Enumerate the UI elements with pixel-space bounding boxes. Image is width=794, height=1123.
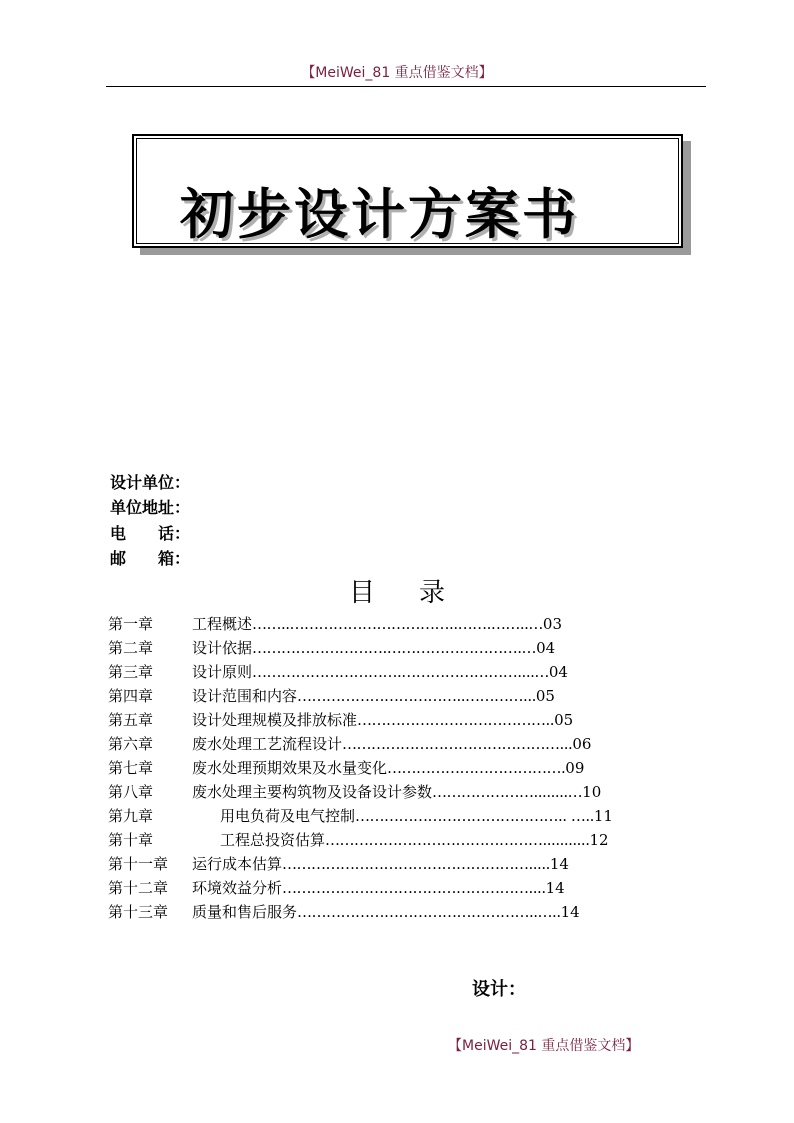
toc-title: 工程概述 (192, 615, 253, 633)
document-title: 初步设计方案书 (180, 183, 579, 246)
toc-leader: …………………………………….. ….. (355, 807, 594, 825)
toc-leader: ………………………….……………………....… (252, 663, 549, 681)
toc-title: 运行成本估算 (192, 855, 283, 873)
toc-leader: …………………………………………….... (282, 879, 546, 897)
toc-chapter: 第九章 (108, 807, 154, 825)
toc-chapter: 第十三章 (108, 903, 169, 921)
toc-page: 14 (549, 855, 569, 873)
toc-page: 03 (542, 615, 562, 633)
toc-chapter: 第十章 (108, 831, 154, 849)
toc-leader: ……………………………..…………... (297, 687, 536, 705)
toc-item[interactable] (108, 853, 569, 875)
toc-title: 废水处理预期效果及水量变化 (192, 759, 388, 777)
toc-heading-char-2: 录 (419, 578, 446, 608)
toc-title: 废水处理主要构筑物及设备设计参数 (192, 783, 433, 801)
toc-item[interactable] (108, 829, 609, 851)
toc-leader: ……………………………………………..... (282, 855, 550, 873)
toc-title: 环境效益分析 (192, 879, 283, 897)
toc-page: 12 (589, 831, 609, 849)
contact-label-email: 邮 箱： (110, 549, 191, 568)
contact-label-address: 单位地址： (110, 498, 191, 517)
design-label: 设计： (472, 979, 526, 1000)
toc-page: 06 (572, 735, 592, 753)
toc-leader: ……………………….……………………….… (252, 639, 537, 657)
toc-item[interactable] (108, 901, 580, 923)
toc-item[interactable] (108, 661, 568, 683)
toc-chapter: 第七章 (108, 759, 154, 777)
toc-page: 04 (548, 663, 568, 681)
toc-title: 设计原则 (192, 663, 253, 681)
header-watermark: 【MeiWei_81 重点借鉴文档】 (301, 65, 493, 81)
toc-item[interactable] (108, 733, 591, 755)
toc-page: 09 (565, 759, 585, 777)
toc-leader: ……..……………………………..…….……..… (252, 615, 543, 633)
toc-page: 04 (536, 639, 556, 657)
toc-chapter: 第一章 (108, 615, 154, 633)
toc-heading (0, 578, 794, 608)
toc-item[interactable] (108, 685, 555, 707)
toc-page: 05 (554, 711, 574, 729)
toc-chapter: 第五章 (108, 711, 154, 729)
toc-heading-char-1: 目 (348, 578, 375, 608)
toc-item[interactable] (108, 613, 562, 635)
toc-title: 设计处理规模及排放标准 (192, 711, 358, 729)
toc-page: 11 (593, 807, 613, 825)
header-divider (106, 86, 706, 87)
contact-label-phone: 电 话： (110, 524, 191, 543)
toc-title: 质量和售后服务 (192, 903, 298, 921)
toc-chapter: 第六章 (108, 735, 154, 753)
toc-chapter: 第八章 (108, 783, 154, 801)
contact-label-design-unit: 设计单位： (110, 473, 191, 492)
toc-chapter: 第十一章 (108, 855, 169, 873)
toc-item[interactable] (108, 637, 555, 659)
toc-chapter: 第四章 (108, 687, 154, 705)
toc-title: 设计依据 (192, 639, 253, 657)
toc-leader: ………………………………………... (342, 735, 573, 753)
toc-item[interactable] (108, 709, 573, 731)
toc-title: 用电负荷及电气控制 (220, 807, 356, 825)
toc-chapter: 第三章 (108, 663, 154, 681)
toc-page: 05 (535, 687, 555, 705)
toc-leader: ………………………………………........... (325, 831, 590, 849)
toc-leader: ………………………………. (387, 759, 566, 777)
toc-title: 废水处理工艺流程设计 (192, 735, 343, 753)
toc-item[interactable] (108, 781, 601, 803)
toc-item[interactable] (108, 757, 584, 779)
toc-chapter: 第十二章 (108, 879, 169, 897)
toc-leader: …………………………………………..….. (297, 903, 561, 921)
footer-watermark: 【MeiWei_81 重点借鉴文档】 (448, 1038, 640, 1054)
toc-page: 14 (560, 903, 580, 921)
toc-title: 设计范围和内容 (192, 687, 298, 705)
toc-title: 工程总投资估算 (220, 831, 326, 849)
toc-leader: …………………........… (432, 783, 583, 801)
toc-page: 10 (582, 783, 602, 801)
toc-chapter: 第二章 (108, 639, 154, 657)
toc-item[interactable] (108, 877, 565, 899)
toc-page: 14 (545, 879, 565, 897)
toc-item[interactable] (108, 805, 613, 827)
toc-leader: ………………………………….. (357, 711, 555, 729)
